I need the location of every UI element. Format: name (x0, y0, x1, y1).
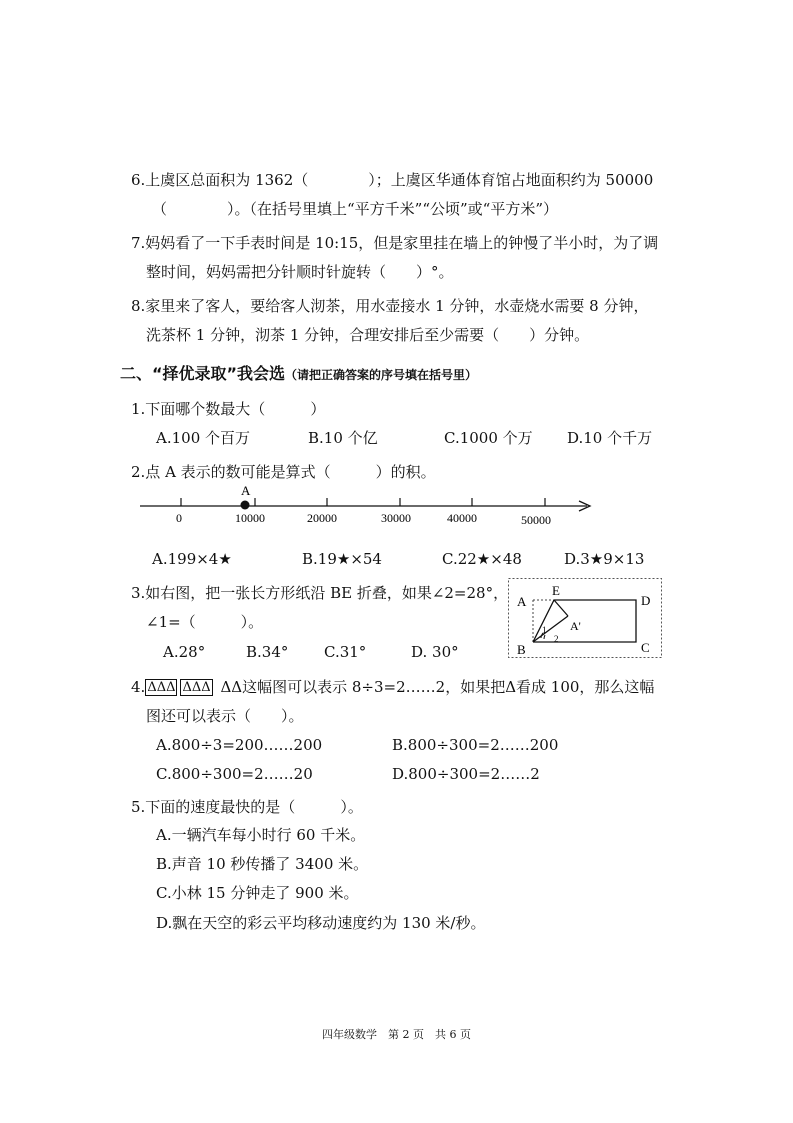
folded-edge-2 (533, 616, 568, 642)
section-heading (120, 364, 477, 385)
c4-stem-line2: 图还可以表示（ ）。 (146, 707, 304, 725)
c5-option-c: C.小林 15 分钟走了 900 米。 (156, 884, 359, 902)
folded-edge (554, 600, 568, 616)
section-note: （请把正确答案的序号填在括号里） (285, 368, 478, 382)
page-footer: 四年级数学 第 2 页 共 6 页 (322, 1028, 471, 1041)
point-a (241, 501, 250, 510)
c1-stem: 1.下面哪个数最大（ ） (131, 400, 326, 418)
c3-option-a: A.28° (163, 643, 206, 661)
q8-line2: 洗茶杯 1 分钟，沏茶 1 分钟，合理安排后至少需要（ ）分钟。 (146, 326, 590, 344)
q7-line1: 7.妈妈看了一下手表时间是 10:15，但是家里挂在墙上的钟慢了半小时，为了调 (131, 234, 659, 252)
label-e: E (552, 583, 560, 598)
figure-frame (509, 579, 662, 658)
c2-option-b: B.19★×54 (302, 550, 382, 568)
label-c: C (641, 640, 650, 655)
q6-line2: （ ）。（在括号里填上“平方千米”“公顷”或“平方米”） (152, 200, 559, 218)
c1-option-b: B.10 个亿 (308, 429, 378, 447)
triangle-remainder: ΔΔ (220, 678, 243, 696)
c3-stem-line1: 3.如右图，把一张长方形纸沿 BE 折叠，如果∠2=28°， (131, 584, 509, 602)
q7-line2: 整时间，妈妈需把分针顺时针旋转（ ）°。 (146, 263, 454, 281)
c5-option-b: B.声音 10 秒传播了 3400 米。 (156, 855, 369, 873)
label-angle-2: 2 (554, 634, 559, 644)
c2-stem: 2.点 A 表示的数可能是算式（ ）的积。 (131, 463, 436, 481)
c3-option-b: B.34° (246, 643, 289, 661)
triangle-group-1: ΔΔΔ (147, 680, 176, 695)
number-line (135, 482, 605, 532)
c2-option-c: C.22★×48 (442, 550, 522, 568)
label-a: A (517, 594, 527, 609)
triangle-group-2: ΔΔΔ (182, 680, 211, 695)
tick-label-50000: 50000 (521, 513, 551, 527)
c3-option-d: D. 30° (411, 643, 459, 661)
c4-option-c: C.800÷300=2……20 (156, 765, 313, 783)
c1-option-a: A.100 个百万 (156, 429, 250, 447)
tick-label-20000: 20000 (307, 511, 337, 525)
q6-line1: 6.上虞区总面积为 1362（ ）；上虞区华通体育馆占地面积约为 50000 (131, 171, 654, 189)
label-angle-1: 1 (542, 625, 547, 635)
c4-option-d: D.800÷300=2……2 (392, 765, 540, 783)
fold-figure (508, 578, 662, 658)
c5-stem: 5.下面的速度最快的是（ ）。 (131, 798, 363, 816)
label-a-prime: A' (570, 619, 581, 633)
c4-stem-line1: 4. ΔΔΔ ΔΔΔ ΔΔ这幅图可以表示 8÷3=2……2，如果把Δ看成 100，那么这幅 (131, 678, 655, 696)
c2-option-a: A.199×4★ (152, 550, 232, 568)
section-title: 二、“择优录取”我会选 (120, 364, 286, 383)
c4-option-b: B.800÷300=2……200 (392, 736, 559, 754)
rectangle (533, 600, 636, 642)
fold-line-be (533, 600, 554, 642)
q8-line1: 8.家里来了客人，要给客人沏茶，用水壶接水 1 分钟，水壶烧水需要 8 分钟， (131, 297, 649, 315)
c5-option-a: A.一辆汽车每小时行 60 千米。 (156, 826, 366, 844)
c2-option-d: D.3★9×13 (564, 550, 645, 568)
c5-option-d: D.飘在天空的彩云平均移动速度约为 130 米/秒。 (156, 914, 486, 932)
label-d: D (641, 593, 651, 608)
tick-label-30000: 30000 (381, 511, 411, 525)
c1-option-d: D.10 个千万 (567, 429, 653, 447)
tick-label-40000: 40000 (447, 511, 477, 525)
c3-stem-line2: ∠1=（ ）。 (146, 613, 264, 631)
point-a-label: A (241, 483, 251, 498)
c4-stem-text: 这幅图可以表示 8÷3=2……2，如果把Δ看成 100，那么这幅 (242, 678, 655, 696)
tick-label-0: 0 (176, 511, 182, 525)
label-b: B (517, 642, 526, 657)
tick-label-10000: 10000 (235, 511, 265, 525)
c4-option-a: A.800÷3=200……200 (156, 736, 323, 754)
c1-option-c: C.1000 个万 (444, 429, 533, 447)
c3-option-c: C.31° (324, 643, 367, 661)
